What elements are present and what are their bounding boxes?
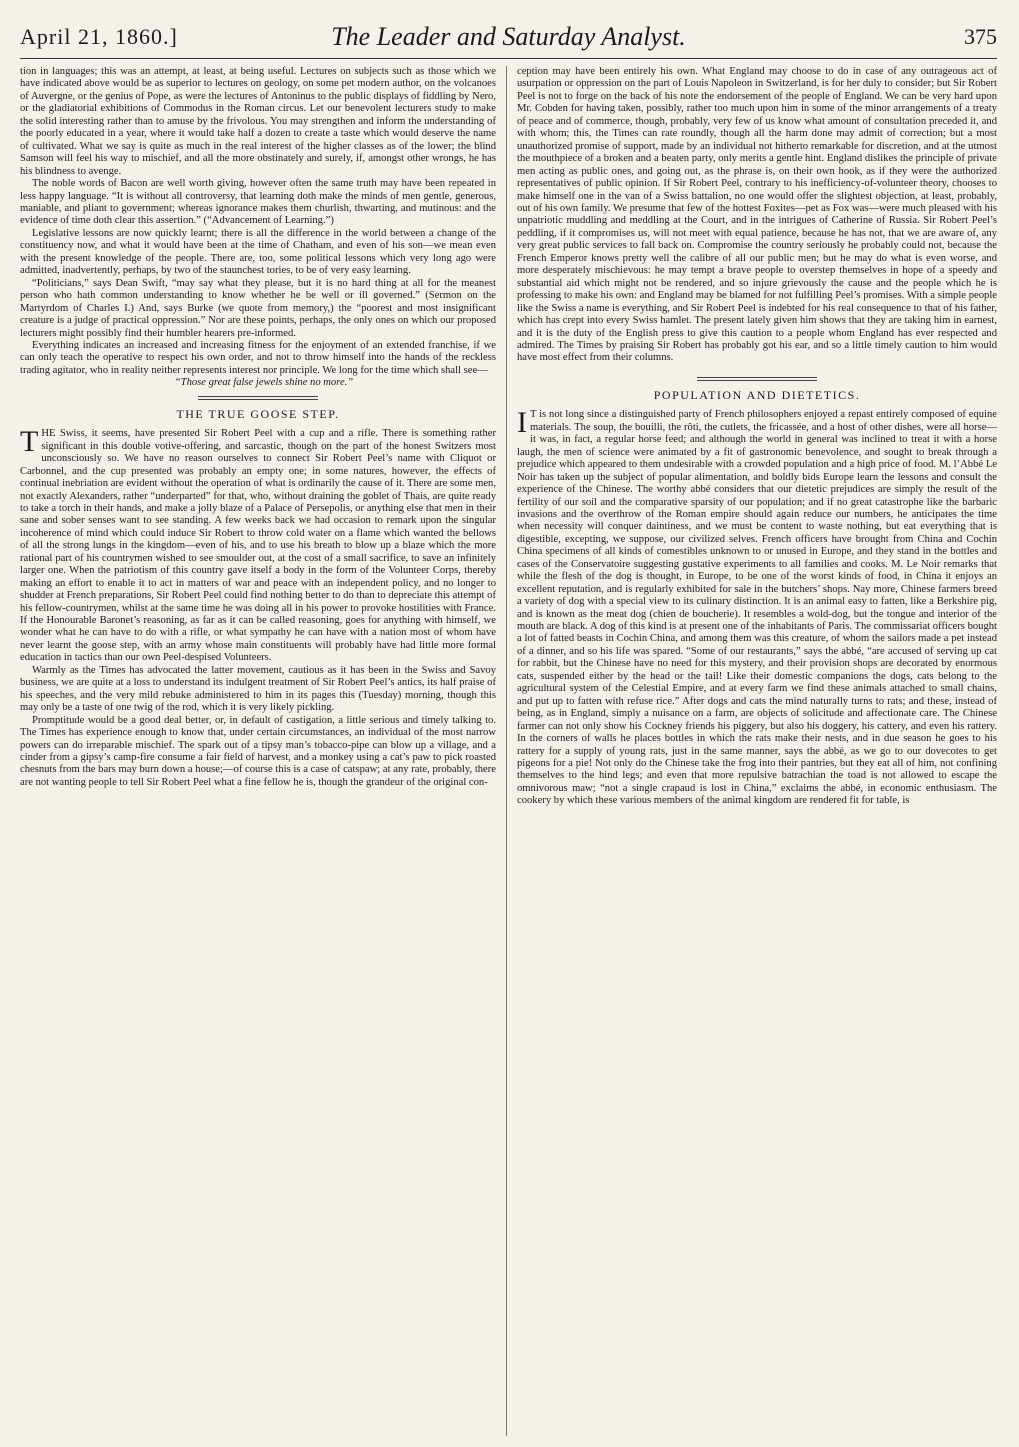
right-column [517, 66, 997, 1436]
article-paragraph: ception may have been entirely his own. What England may choose to do in case of any outrageous act of usurpation or oppression on the part of Louis Napoleon in Switzerland, is for her duly to consider; but Sir Robert Peel is not to forge on the back of his note the endorsement of the people of England. We can be very hard upon Mr. Cobden for having taken, possibly, rather too much upon him in some of the minor arrangements of a treaty of peace and of commerce, though, probably, very few of us know what amount of consultation preceded it, and with whom; this, the Times can rate roundly, though all the harm done may admit of correction; but a most unauthorized promise of support, made by an individual not hitherto remarkable for discretion, and at the utmost the mouthpiece of a broken and a beaten party, only merits a gentle hint. England dislikes the principle of private men acting as public ones, and going out, as the phrase is, on their own hook, as if they were the authorized representatives of public opinion. If Sir Robert Peel, contrary to his inefficiency-of-volunteer theory, chooses to make himself one in the van of a Swiss battalion, no one would offer the slightest objection, at least, probably, out of his own family. We presume that few of the hottest Foxites—pet as Fox was—were much pleased with his unpatriotic muddling and meddling at the Court, and in the intrigues of Catherine of Russia. Sir Robert Peel’s peddling, if it compromises us, will not meet with equal patience, because he has not, that we are aware of, any very great public services to fall back on. Compromise the country seriously he probably could not, because the French Emperor knows pretty well the calibre of all our public men; but he may do what is even worse, and more desperately mischievous: he may tempt a brave people to overstep themselves in hope of a speedy and substantial aid which might not be rendered, and so injure grievously the cause and the people which he is professing to make his own: and England may be blamed for not fulfilling Peel’s promises. With a simple people like the Swiss a name is everything, and Sir Robert Peel is indebted for his real consequence to that of his father, which has crept into every Swiss hamlet. The present lately given him shows that they are taking him in earnest, and it is the duty of the English press to give this caution to a people whom England has ever respected and admired. The Times by praising Sir Robert has probably got his ear, and so a little timely caution to him would have most effect from their columns. [517, 66, 997, 364]
opening-text: HE Swiss, it seems, have presented Sir Robert Peel with a cup and a rifle. There is something rather significant in this double votive-offering, and sarcastic, though on the part of the honest Switzers most unconsciously so. We have no reason ourselves to connect Sir Robert Peel’s name with Cliquot or Carbonnel, and the cup presented was probably an empty one; in some natures, however, the effects of continual inebriation are evident without the operation of what is ordinarily the cause of it. There are some men, not exactly Alexanders, rather “underparted” for that, who, without draining the goblet of Thais, are quite ready to take a torch in their hands, and make a jolly blaze of a Palace of Persepolis, or anything else that men in their sane and sober senses want to see standing. A few weeks back we had occasion to remark upon the singular incoherence of mind which could induce Sir Robert to throw cold water on a flame which wanted the bellows of all the strong lungs in the kingdom—even of his, and to use his breath to blow up a blaze which the more rational part of his countrymen wished to see smoulder out, at the cost of a small sacrifice, to save an infinitely larger one. When the patriotism of this country gave itself a body in the form of the Volunteer Corps, thereby making an effort to enable it to act in matters of war and peace with an independent policy, and no longer to shudder at French preparations, Sir Robert Peel could find nothing better to do than to depreciate this attempt of his fellow-countrymen, whilst at the same time he was doing all in his power to provoke hostilities with France. If the Honourable Baronet’s reasoning, as far as it can be called reasoning, goes for anything with himself, we wonder what he can have to do with a rifle, or what sympathy he can have with a nation most of whom have never learnt the goose step, with an army whose main constituents will probably have had little more formal education in tactics than our own Peel-despised Volunteers. [20, 428, 496, 664]
article-paragraph: Warmly as the Times has advocated the latter movement, cautious as it has been in the Swiss and Savoy business, we are quite at a loss to understand its indulgent treatment of Sir Robert Peel’s antics, its half praise of his speeches, and the very mild rebuke administered to him in its pages this (Tuesday) morning, though this may only be a taste of one twig of the rod, which it is very likely pickling. [20, 664, 496, 714]
page-number: 375 [964, 24, 997, 49]
section-opening-paragraph [20, 425, 496, 665]
section-opening-paragraph [517, 406, 997, 808]
article-paragraph: The noble words of Bacon are well worth giving, however often the same truth may have been repeated in less happy language. “It is without all controversy, that learning doth make the minds of men gentle, generous, maniable, and pliant to government; whereas ignorance makes them churlish, thwarting, and mutinous: and the evidence of time doth clear this assertion.” (“Advancement of Learning.”) [20, 178, 496, 227]
section-heading-goose-step: THE TRUE GOOSE STEP. [176, 406, 340, 421]
article-paragraph: Everything indicates an increased and increasing fitness for the enjoyment of an extended franchise, if we can only teach the operative to respect his own order, and not to throw himself into the hands of the reckless trading agitator, who in reality neither represents interest nor principle. We long for the time which shall see— [20, 339, 496, 376]
article-paragraph: tion in languages; this was an attempt, at least, at being useful. Lectures on subjects such as those which we have indicated above would be as superior to lectures on geology, on some pet modern author, on the volcanoes of Auvergne, or the genius of Pope, as were the lectures of Antoninus to the public displays of fiddling by Nero, or the gladiatorial exhibitions of Commodus in the Roman circus. Let our benevolent lecturers study to make the solid interesting rather than to amuse by the frivolous. You may strengthen and inform the understanding of the poorly educated in a year, where it would take half a dozen to create a taste which would deserve the name of cultivated. What we say is quite as much in the real interest of the higher classes as of the lower; the blind Samson will feel his way to mischief, and all the more obstinately and surely, if, amongst other wrongs, he has his blindness to avenge. [20, 66, 496, 177]
masthead [20, 18, 997, 58]
masthead-rule [20, 58, 997, 59]
drop-cap: T [20, 425, 39, 459]
article-paragraph: Legislative lessons are now quickly learnt; there is all the difference in the world between a change of the constituency now, and what it would have been at the time of Chatham, and even of his son—we mean even with the present knowledge of the people. There are, too, some political lessons which very long ago were admitted, inadvertently, perhaps, by two of the staunchest tories, to be of very easy learning. [20, 227, 496, 277]
article-paragraph: “Politicians,” says Dean Swift, “may say what they please, but it is no hard thing at all for the meanest person who hath common understanding to know whether he be well or ill governed.” (Sermon on the Martyrdom of Charles I.) And, says Burke (we quote from memory,) the “poorest and most insignificant creature is a judge of practical oppression.” Nor are these points, perhaps, the only ones on which our proposed lecturers might possibly find their humbler hearers pre-informed. [20, 277, 496, 339]
section-heading-population: POPULATION AND DIETETICS. [653, 387, 861, 402]
closing-quote: “Those great false jewels shine no more.” [174, 377, 354, 389]
opening-text: T is not long since a distinguished party of French philosophers enjoyed a repast entirely composed of equine materials. The soup, the bouilli, the rôti, the cutlets, the fricassée, and a host of other dishes, were all horse—it was, in fact, a regular horse feed; and although the world in general was inclined to treat it with a horse laugh, the men of science were animated by a fit of gastronomic benevolence, and sought to break through a prejudice which appeared to them undesirable with a crowded population and a high price of food. M. l’Abbé Le Noir has taken up the subject of popular alimentation, and boldly bids Europe learn the lessons and consult the experience of the Chinese. The worthy abbé considers that our dietetic prejudices are simply the result of the fertility of our soil and the comparative sparsity of our population; and if no great catastrophe like the barbaric invasions and the overthrow of the Roman empire should again reduce our numbers, he anticipates the time when necessity will conquer daintiness, and we must be content to waste nothing, but eat everything that is digestible, excepting, we suppose, our civilized selves. French officers have brought from China and Cochin China specimens of all kinds of comestibles unknown to or unused in Europe, and they stand in the bottles and cases of the Conservatoire suggesting gustative experiments to all families and cooks. M. Le Noir remarks that while the flesh of the dog is thought, in Europe, to be one of the worst kinds of food, in China it enjoys an excellent reputation, and is regularly exhibited for sale in the butchers’ shops. Nay more, Chinese farmers breed a variety of dog with a special view to its culinary distinction. It is an animal easy to fatten, like a Berkshire pig, and is known as the meat dog (chien de boucherie). It resembles a wold-dog, but the tongue and interior of the mouth are black. A dog of this kind is at present one of the inhabitants of Paris. The commissariat officers bought a lot of fatted beasts in Cochin China, and among them was this creature, of whom the sailors made a pet instead of a dinner, and so his life was spared. “Some of our restaurants,” says the abbé, “are accused of serving up cat for rabbit, but the Chinese have no need for this mystery, and their provision shops are decorated by enormous cats, suspended either by the head or the tail! Like their domestic companions the dogs, cats belong to the agricultural system of the Celestial Empire, and at every farm we find these animals attached to small chains, and put up to fatten with refuse rice.” After dogs and cats the mind naturally turns to rats; and these, instead of being, as in England, simply a nuisance on a farm, are objects of solicitude and affectionate care. The Chinese farmer can not only show his Cockney friends his piggery, but also his doggery, his cattery, and even his rattery. In the corners of walls he places bottles in which the rats make their nests, and in due season he goes to his rattery for a supply of young rats, just in the same manner, says the abbé, as we go to our dovecotes to get pigeons for a pie! Not only do the Chinese take the frog into their pantries, but they eat all of him, not confining themselves to the hind legs; and even that more repulsive batrachian the toad is not allowed to escape the omnivorous maw; “not a single crapaud is lost in China,” exclaims the abbé, in economic enthusiasm. The cookery by which these various members of the animal kingdom are rendered fit for table, is [517, 409, 997, 807]
issue-date: April 21, 1860.] [20, 24, 178, 49]
section-divider [198, 396, 318, 400]
section-divider [697, 377, 817, 381]
column-divider [506, 66, 507, 1436]
left-column [20, 66, 496, 1436]
drop-cap: I [517, 406, 527, 440]
publication-title: The Leader and Saturday Analyst. [331, 22, 686, 51]
article-paragraph: Promptitude would be a good deal better, or, in default of castigation, a little serious and timely talking to. The Times has experience enough to know that, under certain circumstances, an individual of the most narrow powers can do irreparable mischief. The spark out of a tipsy man’s tobacco-pipe can blow up a village, and a cinder from a gipsy’s camp-fire consume a fair field of harvest, and a monkey using a cat’s paw to pick roasted chesnuts from the bars may burn down a house;—of course this is a case of catspaw; at any rate, probably, there are not wanting people to tell Sir Robert Peel what a fine fellow he is, though the grandeur of the original con- [20, 714, 496, 788]
